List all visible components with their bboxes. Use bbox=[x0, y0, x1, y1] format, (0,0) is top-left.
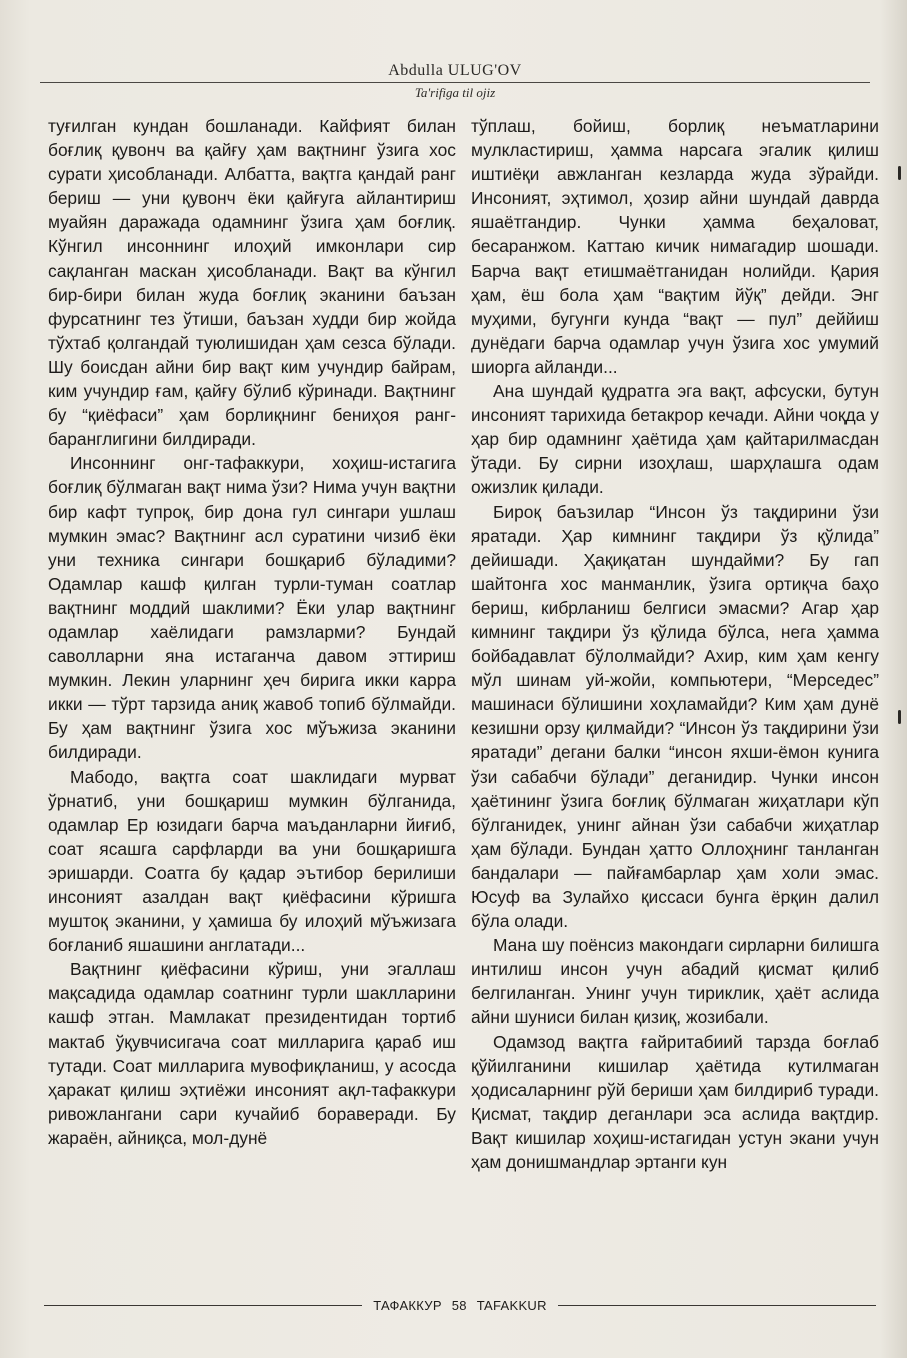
paragraph: Вақтнинг қиёфасини кўриш, уни эгаллаш мақсадида одамлар соатнинг турли шаклларини кашф этган. Мамлакат президентидан тортиб мактаб ўқувчисигача соат милларига қараб иш тутади. Соат милларига мувофиқланиш, у асосда ҳаракат қилиш эҳтиёжи инсоният ақл-тафаккури ривожлангани сари кучайиб бораверади. Бу жараён, айниқса, мол-дунё bbox=[48, 959, 456, 1148]
binding-mark bbox=[898, 710, 901, 724]
paragraph: Инсоннинг онг-тафаккури, хоҳиш-истагига боғлиқ бўлмаган вақт нима ўзи? Нима учун вақтни бир кафт тупроқ, бир дона гул сингари ушлаш мумкин эмас? Вақтнинг асл суратини чизиб ёки уни техника сингари бошқариб бўладими? Одамлар кашф қилган турли-туман соатлар вақтнинг моддий шаклими? Ёки улар вақтнинг одамлар хаёлидаги рамзларми? Бундай саволларни яна истаганча давом эттириш мумкин. Лекин уларнинг ҳеч бирига икки карра икки — тўрт тарзида аниқ жавоб топиб бўлмайди. Бу ҳам вақтнинг ўзига хос мўъжиза эканини билдиради. bbox=[48, 453, 456, 763]
journal-name-latin: TAFAKKUR bbox=[476, 1298, 547, 1313]
author-name: Abdulla ULUG'OV bbox=[388, 62, 522, 79]
left-column bbox=[48, 114, 456, 1150]
article-subtitle: Ta'rifiga til ojiz bbox=[414, 85, 496, 100]
page-footer bbox=[44, 1298, 876, 1313]
right-column bbox=[471, 114, 879, 1174]
footer-rule-left bbox=[44, 1305, 362, 1306]
paragraph: туғилган кундан бошланади. Кайфият билан боғлиқ қувонч ва қайғу ҳам вақтнинг ўзига хос сурати ҳисобланади. Албатта, вақтга қандай ранг бериш — уни қувонч ёки қайғуга айлантириш муайян даражада одамнинг ўзига ҳам боғлиқ. Кўнгил инсоннинг илоҳий имконлари сир сақланган маскан ҳисобланади. Вақт ва кўнгил бир-бири билан жуда боғлиқ эканини баъзан фурсатнинг тез ўтиши, баъзан худди бир жойда тўхтаб қолгандай туюлишидан ҳам сезса бўлади. Шу боисдан айни бир вақт ким учундир байрам, ким учундир ғам, қайғу бўлиб кўринади. Вақтнинг бу “қиёфаси” ҳам борлиқнинг бениҳоя ранг-баранглигини билдиради. bbox=[48, 116, 456, 450]
paragraph: Бироқ баъзилар “Инсон ўз тақдирини ўзи яратади. Ҳар кимнинг тақдири ўз қўлида” дейишади. Ҳақиқатан шундайми? Бу гап шайтонга хос манманлик, ўзига ортиқча баҳо бериш, кибрланиш белгиси эмасми? Агар ҳар кимнинг тақдири ўз қўлида бўлса, нега ҳамма бойбадавлат бўлолмайди? Ахир, ким ҳам кенгу мўл шинам уй-жойи, компьютери, “Мерседес” машинаси бўлишини хоҳламайди? Ким ҳам дунё кезишни орзу қилмайди? “Инсон ўз тақдирини ўзи яратади” дегани балки “инсон яхши-ёмон кунига ўзи сабабчи бўлади” деганидир. Чунки инсон ҳаётининг ўзига боғлиқ бўлмаган жиҳатлари кўп бўлганидек, унинг айнан ўзи сабабчи жиҳатлар ҳам бўлади. Бундан ҳатто Оллоҳнинг танланган бандалари — пайғамбарлар ҳам холи эмас. Юсуф ва Зулайхо қиссаси бунга ёрқин далил бўла олади. bbox=[471, 501, 879, 932]
running-head bbox=[40, 62, 870, 101]
paragraph: Ана шундай қудратга эга вақт, афсуски, бутун инсоният тарихида бетакрор кечади. Айни чоқда у ҳар бир одамнинг ҳаётида ҳам қайтарилмасдан ўтади. Бу сирни изоҳлаш, шарҳлашга одам ожизлик қилади. bbox=[471, 381, 879, 498]
paragraph: Мабодо, вақтга соат шаклидаги мурват ўрнатиб, уни бошқариш мумкин бўлганида, одамлар Ер юзидаги барча маъданларни йиғиб, соат ясашга сарфларди ва уни бошқаришга эришарди. Соатга бу қадар эътибор берилиши инсоният азалдан вақт қиёфасини кўришга муштоқ эканини, у ҳамиша бу илоҳий мўъжизага боғланиб яшашини англатади... bbox=[48, 766, 456, 956]
footer-rule-right bbox=[558, 1305, 876, 1306]
page-number: 58 bbox=[451, 1298, 467, 1313]
header-rule bbox=[40, 82, 870, 83]
paragraph: тўплаш, бойиш, борлиқ неъматларини мулкластириш, ҳамма нарсага эгалик қилиш иштиёқи авжланган кезларда жуда зўрайди. Инсоният, эҳтимол, ҳозир айни шундай даврда яшаётгандир. Чунки ҳамма беҳаловат, бесаранжом. Каттаю кичик нимагадир шошади. Барча вақт етишмаётганидан нолийди. Қария ҳам, ёш бола ҳам “вақтим йўқ” дейди. Энг муҳими, бугунги кунда “вақт — пул” деййиш дунёдаги барча одамлар учун ўзига хос умумий шиорга айланди... bbox=[471, 116, 879, 377]
journal-name-cyrillic: ТАФАККУР bbox=[373, 1298, 442, 1313]
paragraph: Одамзод вақтга ғайритабиий тарзда боғлаб қўйилганини кишилар ҳаётида кутилмаган ҳодисаларнинг рўй бериши ҳам билдириб туради. Қисмат, тақдир деганлари эса аслида вақтдир. Вақт кишилар хоҳиш-истагидан устун экани учун ҳам донишмандлар эртанги кун bbox=[471, 1031, 879, 1173]
paragraph: Мана шу поёнсиз макондаги сирларни билишга интилиш инсон учун абадий қисмат қилиб белгиланган. Унинг учун тириклик, ҳаёт аслида айни шуниси билан қизиқ, жозибали. bbox=[471, 935, 879, 1028]
footer-label bbox=[362, 1298, 558, 1313]
binding-mark bbox=[898, 166, 901, 180]
